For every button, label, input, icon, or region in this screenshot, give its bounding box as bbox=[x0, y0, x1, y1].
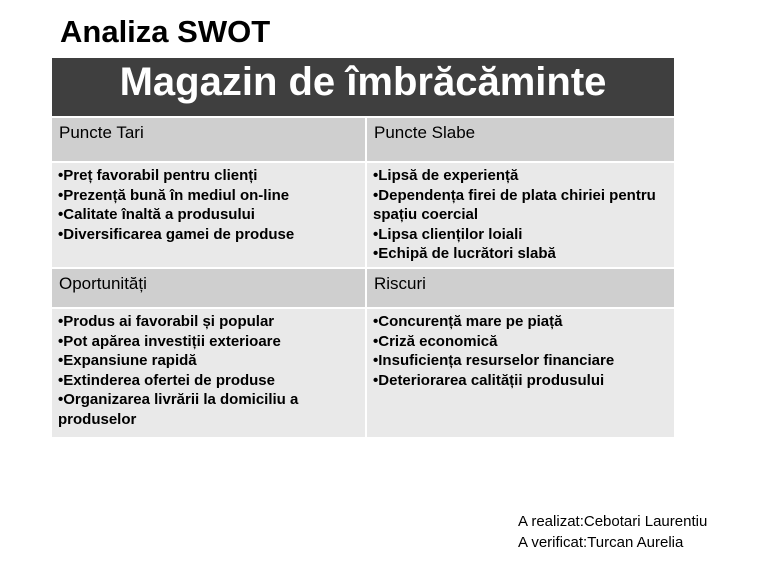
list-item: •Diversificarea gamei de produse bbox=[58, 225, 295, 243]
bullet-icon: • bbox=[373, 245, 379, 262]
bullet-icon: • bbox=[373, 225, 379, 243]
bullet-icon: • bbox=[373, 332, 379, 350]
list-item: •Deteriorarea calității produsului bbox=[373, 371, 605, 389]
bullet-icon: • bbox=[373, 313, 379, 330]
list-item: •Prezență bună în mediul on-line bbox=[58, 186, 290, 204]
credits bbox=[518, 511, 707, 553]
table-title: Magazin de îmbrăcăminte bbox=[52, 58, 674, 116]
list-item: •Expansiune rapidă bbox=[58, 352, 197, 369]
list-item: •Produs ai favorabil și popular bbox=[58, 313, 275, 330]
opportunities-heading: Oportunități bbox=[52, 269, 365, 307]
list-item: •Criză economică bbox=[373, 332, 498, 350]
slide-title: Analiza SWOT bbox=[60, 14, 271, 49]
checked-by-text: A verificat:Turcan Aurelia bbox=[518, 534, 684, 551]
bullet-icon: • bbox=[58, 391, 64, 408]
bullet-icon: • bbox=[58, 167, 64, 184]
list-item: •Preț favorabil pentru clienți bbox=[58, 167, 258, 184]
bullet-icon: • bbox=[58, 332, 64, 350]
threats-list bbox=[373, 312, 668, 390]
threats-cell bbox=[367, 309, 674, 437]
list-item: •Insuficiența resurselor financiare bbox=[373, 352, 615, 369]
weaknesses-list bbox=[373, 166, 668, 264]
list-item: •Concurență mare pe piață bbox=[373, 313, 563, 330]
opportunities-list bbox=[58, 312, 359, 429]
list-item: •Lipsa clienților loiali bbox=[373, 225, 523, 243]
bullet-icon: • bbox=[58, 186, 64, 204]
weaknesses-cell bbox=[367, 163, 674, 267]
bullet-icon: • bbox=[373, 186, 379, 204]
bullet-icon: • bbox=[58, 225, 64, 243]
bullet-icon: • bbox=[373, 371, 379, 389]
strengths-cell bbox=[52, 163, 365, 267]
bullet-icon: • bbox=[58, 352, 64, 369]
made-by-text: A realizat:Cebotari Laurentiu bbox=[518, 513, 708, 530]
list-item: •Pot apărea investiții exterioare bbox=[58, 332, 281, 350]
strengths-list bbox=[58, 166, 359, 244]
list-item: •Calitate înaltă a produsului bbox=[58, 206, 255, 223]
threats-heading: Riscuri bbox=[367, 269, 674, 307]
list-item: •Lipsă de experiență bbox=[373, 167, 519, 184]
bullet-icon: • bbox=[58, 371, 64, 389]
bullet-icon: • bbox=[58, 206, 64, 223]
weaknesses-heading: Puncte Slabe bbox=[367, 118, 674, 161]
list-item: •Extinderea ofertei de produse bbox=[58, 371, 275, 389]
list-item: •Echipă de lucrători slabă bbox=[373, 245, 556, 262]
list-item: •Organizarea livrării la domiciliu a produselor bbox=[58, 391, 299, 428]
bullet-icon: • bbox=[373, 352, 379, 369]
bullet-icon: • bbox=[58, 313, 64, 330]
list-item: •Dependența firei de plata chiriei pentru spațiu coercial bbox=[373, 186, 656, 223]
bullet-icon: • bbox=[373, 167, 379, 184]
strengths-heading: Puncte Tari bbox=[52, 118, 365, 161]
opportunities-cell bbox=[52, 309, 365, 437]
